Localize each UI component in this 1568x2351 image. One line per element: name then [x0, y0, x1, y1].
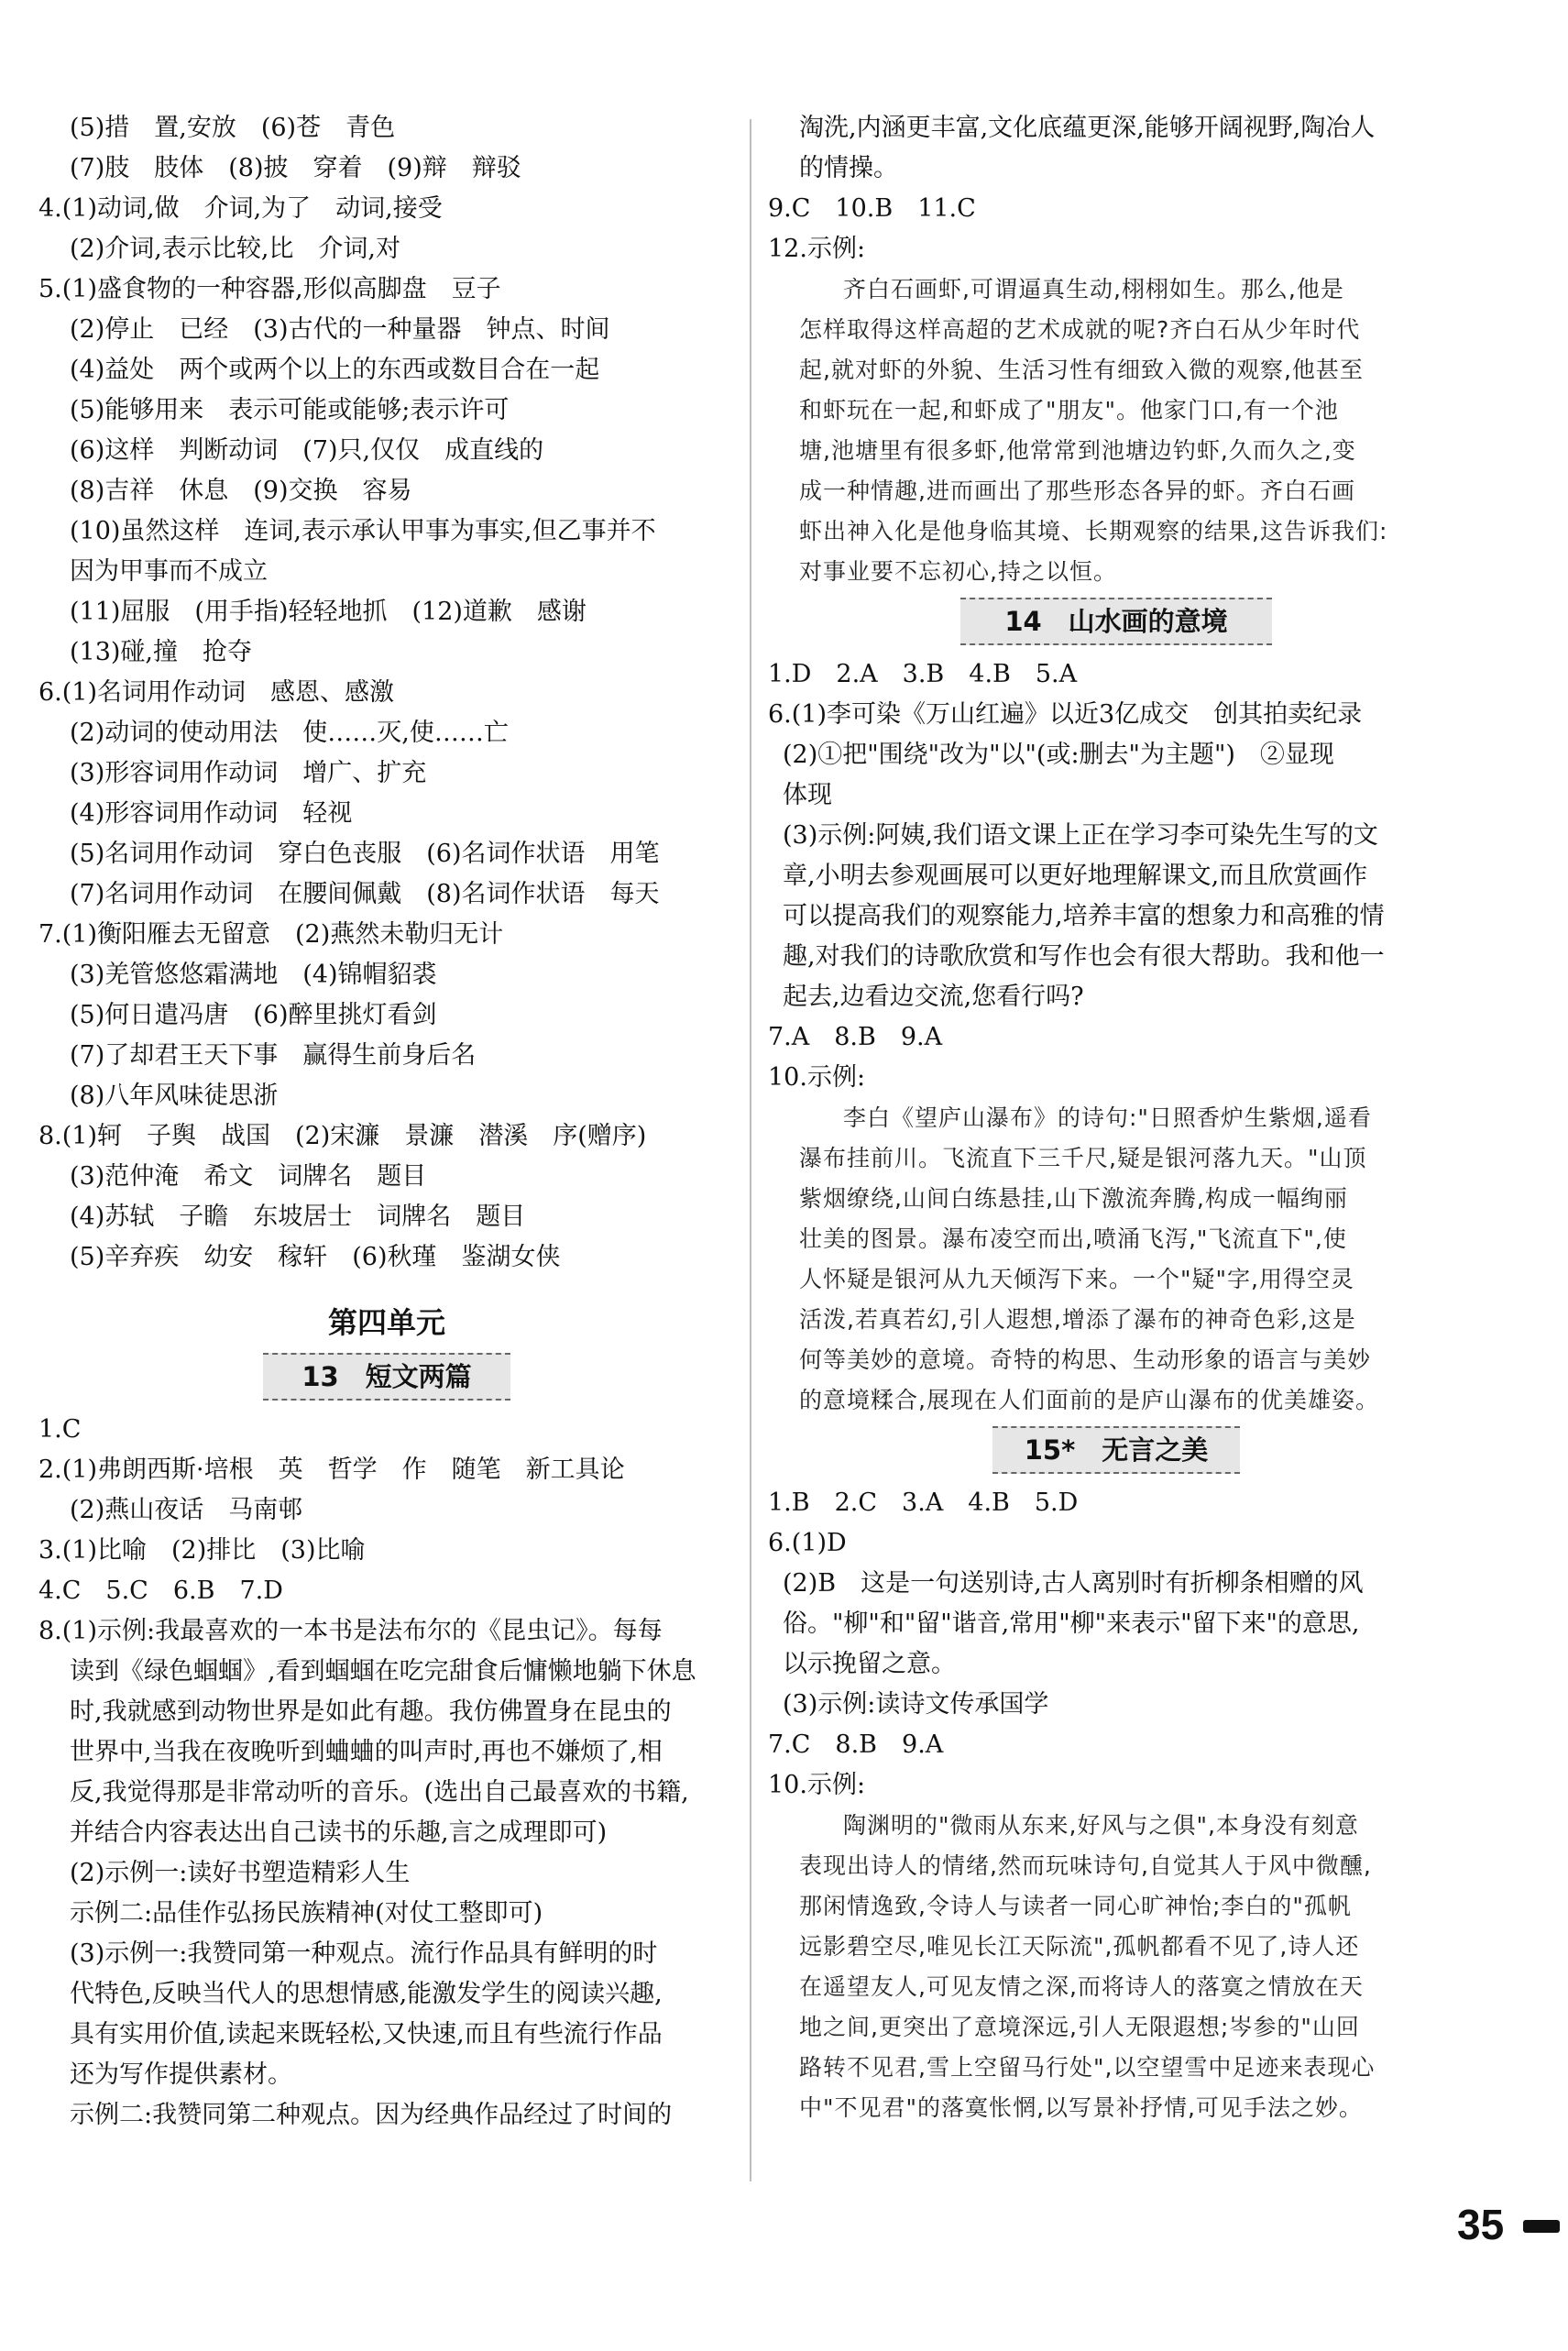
essay-line: 何等美妙的意境。奇特的构思、生动形象的语言与美妙: [799, 1346, 1372, 1373]
answer-line: 的情操。: [799, 154, 898, 182]
answer-line: (5)辛弃疾 幼安 稼轩 (6)秋瑾 鉴湖女侠: [70, 1243, 561, 1271]
answer-line: 示例二:品佳作弘扬民族精神(对仗工整即可): [70, 1899, 543, 1928]
answer-line: (5)名词用作动词 穿白色丧服 (6)名词作状语 用笔: [70, 840, 660, 868]
left-column: [38, 108, 735, 2136]
question-6: 6.(1)D: [768, 1529, 847, 1557]
answer-line: 代特色,反映当代人的思想情感,能激发学生的阅读兴趣,: [70, 1980, 663, 2008]
answer-line: (10)虽然这样 连词,表示承认甲事为事实,但乙事并不: [70, 517, 656, 545]
answer-line: (3)羌管悠悠霜满地 (4)锦帽貂裘: [70, 961, 437, 989]
answer-line: 趣,对我们的诗歌欣赏和写作也会有很大帮助。我和他一: [783, 942, 1385, 971]
question-6: 6.(1)李可染《万山红遍》以近3亿成交 创其拍卖纪录: [768, 700, 1363, 729]
answer-line: (3)形容词用作动词 增广、扩充: [70, 759, 427, 787]
essay-line: 怎样取得这样高超的艺术成就的呢?齐白石从少年时代: [799, 316, 1361, 343]
answer-line: 淘洗,内涵更丰富,文化底蕴更深,能够开阔视野,陶冶人: [799, 114, 1376, 142]
essay-line: 在遥望友人,可见友情之深,而将诗人的落寞之情放在天: [799, 1973, 1364, 2000]
answer-line: (7)了却君王天下事 赢得生前身后名: [70, 1041, 477, 1070]
answer-line: (2)停止 已经 (3)古代的一种量器 钟点、时间: [70, 315, 610, 344]
answer-line: 俗。"柳"和"留"谐音,常用"柳"来表示"留下来"的意思,: [783, 1609, 1360, 1638]
question-10: 10.示例:: [768, 1771, 866, 1799]
essay-line: 成一种情趣,进而画出了那些形态各异的虾。齐白石画: [799, 478, 1355, 504]
essay-line: 那闲情逸致,令诗人与读者一同心旷神怡;李白的"孤帆: [799, 1893, 1352, 1919]
essay-line: 瀑布挂前川。飞流直下三千尺,疑是银河落九天。"山顶: [799, 1145, 1367, 1171]
column-divider: [750, 119, 751, 2181]
answer-line: (13)碰,撞 抢夺: [70, 638, 253, 666]
question-5: 5.(1)盛食物的一种容器,形似高脚盘 豆子: [38, 275, 501, 303]
essay-line: 起,就对虾的外貌、生活习性有细致入微的观察,他甚至: [799, 357, 1364, 383]
question-10: 10.示例:: [768, 1063, 866, 1092]
essay-line: 李白《望庐山瀑布》的诗句:"日照香炉生紫烟,遥看: [843, 1104, 1372, 1131]
essay-line: 地之间,更突出了意境深远,引人无限遐想;岑参的"山回: [799, 2014, 1360, 2040]
answer-line: 9.C 10.B 11.C: [768, 194, 976, 223]
answer-line: (4)苏轼 子瞻 东坡居士 词牌名 题目: [70, 1203, 526, 1231]
essay-line: 和虾玩在一起,和虾成了"朋友"。他家门口,有一个池: [799, 397, 1339, 423]
answer-line: (2)动词的使动用法 使……灭,使……亡: [70, 719, 509, 747]
unit-title: 第四单元: [327, 1305, 445, 1340]
essay-line: 齐白石画虾,可谓逼真生动,栩栩如生。那么,他是: [843, 276, 1344, 302]
essay-line: 中"不见君"的落寞怅惘,以写景补抒情,可见手法之妙。: [799, 2094, 1363, 2121]
page-number: 35: [1457, 2201, 1505, 2248]
question-8b: 8.(1)示例:我最喜欢的一本书是法布尔的《昆虫记》。每每: [38, 1617, 663, 1645]
essay-line: 活泼,若真若幻,引人遐想,增添了瀑布的神奇色彩,这是: [799, 1306, 1356, 1333]
question-6: 6.(1)名词用作动词 感恩、感激: [38, 678, 395, 707]
lesson-title-15: 15* 无言之美: [992, 1426, 1240, 1474]
answer-line: 具有实用价值,读起来既轻松,又快速,而且有些流行作品: [70, 2020, 663, 2049]
essay-line: 人怀疑是银河从九天倾泻下来。一个"疑"字,用得空灵: [799, 1266, 1354, 1292]
answer-line: (3)范仲淹 希文 词牌名 题目: [70, 1162, 427, 1191]
answer-line: (4)益处 两个或两个以上的东西或数目合在一起: [70, 356, 600, 384]
essay-line: 远影碧空尽,唯见长江天际流",孤帆都看不见了,诗人还: [799, 1933, 1360, 1960]
answer-line: (5)何日遣冯唐 (6)醉里挑灯看剑: [70, 1001, 437, 1029]
lesson-title-13: 13 短文两篇: [263, 1353, 510, 1401]
answer-line: 世界中,当我在夜晚听到蛐蛐的叫声时,再也不嫌烦了,相: [70, 1738, 663, 1766]
essay-line: 路转不见君,雪上空留马行处",以空望雪中足迹来表现心: [799, 2054, 1376, 2081]
answer-line: 7.C 8.B 9.A: [768, 1730, 944, 1759]
essay-line: 表现出诗人的情绪,然而玩味诗句,自觉其人于风中微醺,: [799, 1852, 1372, 1879]
lesson-title-14: 14 山水画的意境: [960, 598, 1272, 645]
answer-line: (5)措 置,安放 (6)苍 青色: [70, 114, 396, 142]
essay-q10: [768, 1098, 1464, 1421]
answer-line: 4.C 5.C 6.B 7.D: [38, 1576, 283, 1605]
answer-line: (2)B 这是一句送别诗,古人离别时有折柳条相赠的风: [783, 1569, 1364, 1598]
essay-line: 紫烟缭绕,山间白练悬挂,山下激流奔腾,构成一幅绚丽: [799, 1185, 1348, 1212]
question-4: 4.(1)动词,做 介词,为了 动词,接受: [38, 194, 443, 223]
answer-line: (2)燕山夜话 马南邨: [70, 1496, 303, 1524]
essay-q12: [768, 269, 1464, 592]
answer-line: 还为写作提供素材。: [70, 2060, 292, 2089]
answer-line: 时,我就感到动物世界是如此有趣。我仿佛置身在昆虫的: [70, 1697, 672, 1726]
answer-line: (2)示例一:读好书塑造精彩人生: [70, 1859, 411, 1887]
page-mark: [1523, 2220, 1560, 2233]
answer-line: 并结合内容表达出自己读书的乐趣,言之成理即可): [70, 1818, 608, 1847]
answer-line: 读到《绿色蝈蝈》,看到蝈蝈在吃完甜食后慵懒地躺下休息: [70, 1657, 696, 1686]
answer-line: (2)介词,表示比较,比 介词,对: [70, 235, 400, 263]
answer-line: (6)这样 判断动词 (7)只,仅仅 成直线的: [70, 436, 544, 465]
answer-line: 1.D 2.A 3.B 4.B 5.A: [768, 660, 1078, 688]
answer-line: (8)吉祥 休息 (9)交换 容易: [70, 477, 412, 505]
answer-line: 可以提高我们的观察能力,培养丰富的想象力和高雅的情: [783, 902, 1385, 930]
essay-line: 虾出神入化是他身临其境、长期观察的结果,这告诉我们:: [799, 518, 1388, 544]
answer-line: 章,小明去参观画展可以更好地理解课文,而且欣赏画作: [783, 862, 1368, 890]
answer-line: 3.(1)比喻 (2)排比 (3)比喻: [38, 1536, 366, 1565]
answer-line: (7)肢 肢体 (8)披 穿着 (9)辩 辩驳: [70, 154, 521, 182]
answer-line: (3)示例:读诗文传承国学: [783, 1690, 1049, 1719]
essay-line: 的意境糅合,展现在人们面前的是庐山瀑布的优美雄姿。: [799, 1387, 1379, 1413]
question-7: 7.(1)衡阳雁去无留意 (2)燕然未勒归无计: [38, 920, 504, 949]
answer-line: 起去,边看边交流,您看行吗?: [783, 983, 1084, 1011]
answer-line: (11)屈服 (用手指)轻轻地抓 (12)道歉 感谢: [70, 598, 587, 626]
answer-line: (7)名词用作动词 在腰间佩戴 (8)名词作状语 每天: [70, 880, 660, 908]
answer-line: (4)形容词用作动词 轻视: [70, 799, 353, 828]
answer-line: 体现: [783, 781, 832, 809]
question-8: 8.(1)轲 子舆 战国 (2)宋濂 景濂 潜溪 序(赠序): [38, 1122, 647, 1150]
essay-q10b: [768, 1806, 1464, 2128]
answer-line: 2.(1)弗朗西斯·培根 英 哲学 作 随笔 新工具论: [38, 1456, 625, 1484]
essay-line: 壮美的图景。瀑布凌空而出,喷涌飞泻,"飞流直下",使: [799, 1225, 1347, 1252]
answer-line: 1.B 2.C 3.A 4.B 5.D: [768, 1489, 1079, 1517]
answer-line: (8)八年风味徒思浙: [70, 1082, 279, 1110]
essay-line: 塘,池塘里有很多虾,他常常到池塘边钓虾,久而久之,变: [799, 437, 1356, 464]
answer-line: (3)示例:阿姨,我们语文课上正在学习李可染先生写的文: [783, 821, 1378, 850]
answer-line: 示例二:我赞同第二种观点。因为经典作品经过了时间的: [70, 2101, 673, 2129]
answer-line: 7.A 8.B 9.A: [768, 1023, 943, 1051]
answer-line: 以示挽留之意。: [783, 1650, 956, 1678]
answer-line: 反,我觉得那是非常动听的音乐。(选出自己最喜欢的书籍,: [70, 1778, 689, 1807]
question-12: 12.示例:: [768, 235, 866, 263]
essay-line: 对事业要不忘初心,持之以恒。: [799, 558, 1117, 585]
answer-line: 1.C: [38, 1415, 82, 1444]
answer-line: (5)能够用来 表示可能或能够;表示许可: [70, 396, 510, 424]
answer-line: (3)示例一:我赞同第一种观点。流行作品具有鲜明的时: [70, 1939, 658, 1968]
essay-line: 陶渊明的"微雨从东来,好风与之俱",本身没有刻意: [843, 1812, 1359, 1839]
answer-line: 因为甲事而不成立: [70, 557, 268, 586]
right-column: [768, 108, 1464, 2128]
answer-line: (2)①把"围绕"改为"以"(或:删去"为主题") ②显现: [783, 741, 1334, 769]
